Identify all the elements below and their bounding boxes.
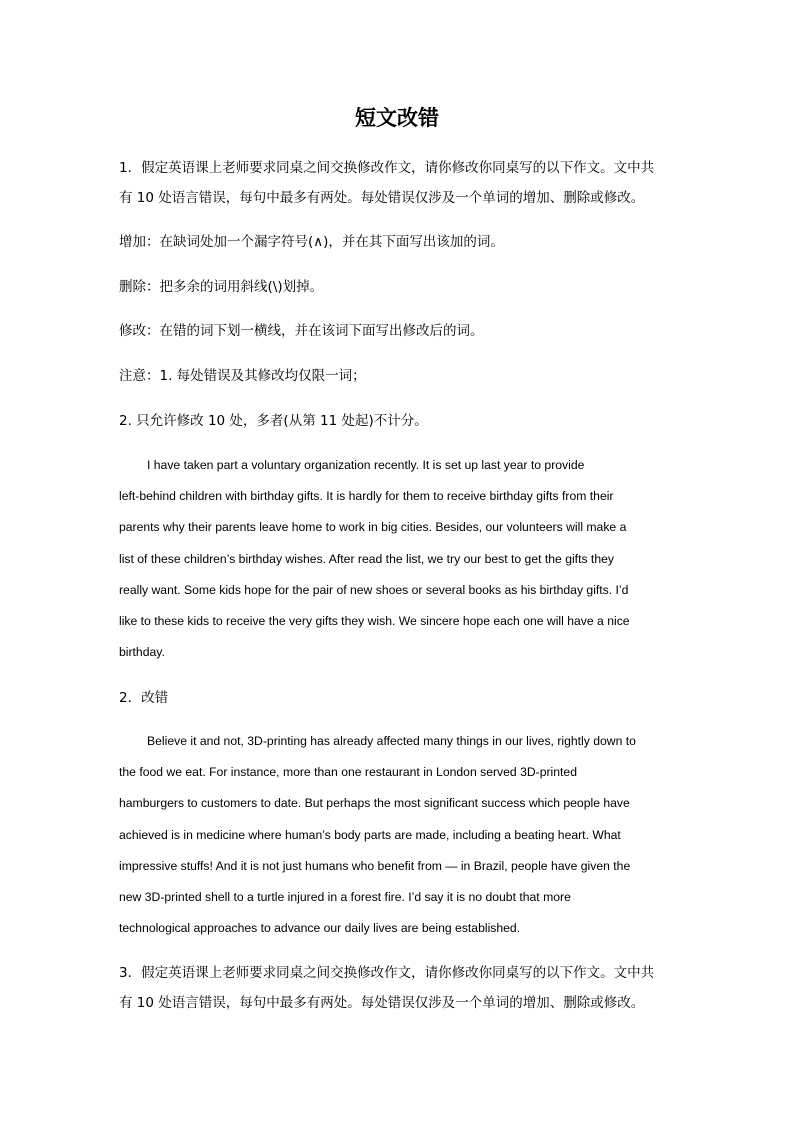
question-3-line-2: 有 10 处语言错误，每句中最多有两处。每处错误仅涉及一个单词的增加、删除或修改。: [119, 995, 645, 1011]
instruction-add: [119, 227, 675, 257]
question-3-line-1: 3．假定英语课上老师要求同桌之间交换修改作文，请你修改你同桌写的以下作文。文中共: [119, 965, 655, 981]
question-2-heading-text: 2．改错: [119, 690, 169, 706]
passage-1-line: really want. Some kids hope for the pair of new shoes or several books as his birthday gifts. I’d: [119, 582, 629, 597]
instruction-note-1: [119, 361, 675, 391]
passage-2-line: hamburgers to customers to date. But perhaps the most significant success which people have: [119, 796, 630, 811]
passage-2-line: achieved is in medicine where human’s body parts are made, including a beating heart. What: [119, 827, 621, 842]
passage-1-line: parents why their parents leave home to work in big cities. Besides, our volunteers will make a: [119, 520, 627, 535]
document-title: 短文改错: [355, 105, 439, 130]
passage-2-line: Believe it and not, 3D-printing has already affected many things in our lives, rightly down to: [147, 734, 636, 748]
passage-1-line: list of these children’s birthday wishes. After read the list, we try our best to get the gifts they: [119, 551, 614, 566]
instruction-note-2-text: 2. 只允许修改 10 处，多者(从第 11 处起)不计分。: [119, 413, 428, 429]
passage-2-line: impressive stuffs! And it is not just humans who benefit from — in Brazil, people have given the: [119, 858, 631, 873]
instruction-delete: [119, 272, 675, 302]
question-1-line-2: 有 10 处语言错误，每句中最多有两处。每处错误仅涉及一个单词的增加、删除或修改。: [119, 190, 645, 206]
instruction-add-text: 增加：在缺词处加一个漏字符号(∧)，并在其下面写出该加的词。: [119, 234, 504, 250]
instruction-modify: [119, 316, 675, 346]
passage-1-line: birthday.: [119, 645, 165, 660]
passage-2-line: technological approaches to advance our daily lives are being established.: [119, 921, 521, 936]
instruction-note-2: [119, 406, 675, 436]
instruction-delete-text: 删除：把多余的词用斜线(\)划掉。: [119, 279, 324, 295]
instruction-modify-text: 修改：在错的词下划一横线，并在该词下面写出修改后的词。: [119, 323, 484, 339]
question-3-intro: [119, 958, 675, 1018]
question-2-heading: [119, 683, 675, 713]
question-1-intro: [119, 153, 675, 213]
question-1-line-1: 1．假定英语课上老师要求同桌之间交换修改作文，请你修改你同桌写的以下作文。文中共: [119, 160, 655, 176]
passage-2: [119, 726, 675, 944]
passage-1: [119, 450, 675, 668]
instruction-note-1-text: 注意：1. 每处错误及其修改均仅限一词；: [119, 368, 366, 384]
passage-2-line: the food we eat. For instance, more than one restaurant in London served 3D-printed: [119, 765, 577, 780]
passage-1-line: left-behind children with birthday gifts. It is hardly for them to receive birthday gifts from their: [119, 489, 614, 504]
passage-1-line: like to these kids to receive the very gifts they wish. We sincere hope each one will have a nice: [119, 614, 630, 629]
passage-1-line: I have taken part a voluntary organization recently. It is set up last year to provide: [147, 458, 585, 472]
passage-2-line: new 3D-printed shell to a turtle injured in a forest fire. I’d say it is no doubt that more: [119, 890, 571, 905]
